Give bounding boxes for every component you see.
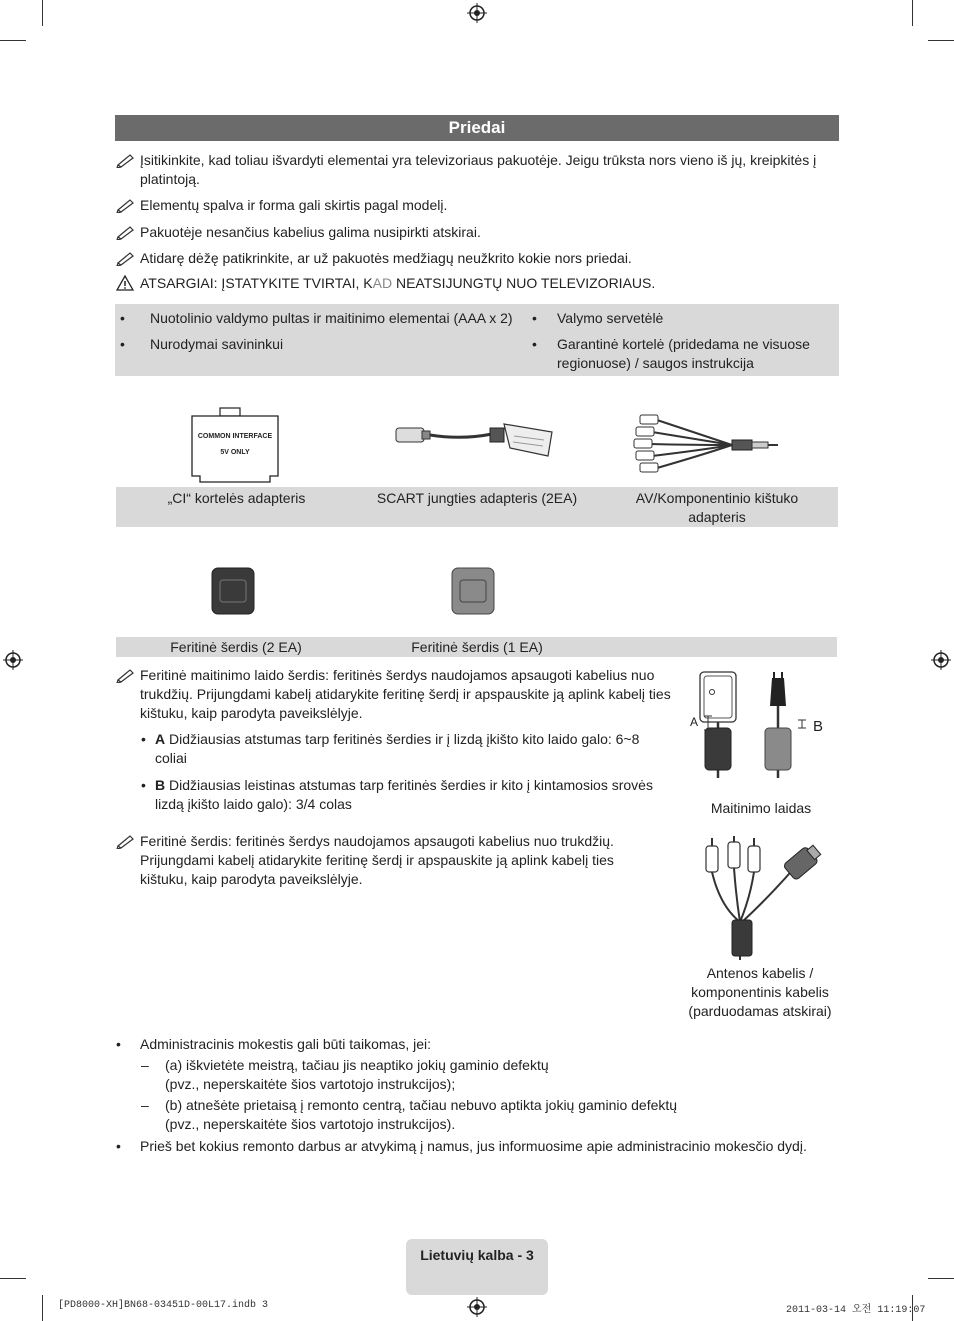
crop-mark xyxy=(42,0,43,26)
antenna-component-cable-illustration xyxy=(700,836,824,962)
pencil-note-icon xyxy=(116,197,136,213)
note-text: Atidarę dėžę patikrinkite, ar už pakuotės medžiagų neužkrito kokie nors priedai. xyxy=(140,250,632,266)
note-text: Pakuotėje nesančius kabelius galima nusipirkti atskirai. xyxy=(140,224,481,240)
page-number-tab: Lietuvių kalba - 3 xyxy=(406,1239,548,1295)
registration-mark-icon xyxy=(467,1297,487,1317)
pencil-note-icon xyxy=(116,224,136,240)
footer-file-info: [PD8000-XH]BN68-03451D-00L17.indb 3 xyxy=(58,1300,269,1311)
ferrite-power-note: Feritinė maitinimo laido šerdis: feritinės šerdys naudojamos apsaugoti kabelius nuo trukdžių. Prijungdami kabelį atidarykite feritinę šerdį ir apspauskite ją aplink kabelį ties kištuku, kaip parodyta paveikslėlyje. xyxy=(116,666,682,723)
ferrite-core-dark-illustration xyxy=(210,566,256,616)
note-cables xyxy=(116,223,840,242)
list-item: • Administracinis mokestis gali būti taikomas, jei: xyxy=(116,1036,431,1052)
distance-item-b: • B Didžiausias leistinas atstumas tarp feritinės šerdies ir kito į kintamosios srovės lizdą įkišto laido galo): 3/4 colas xyxy=(141,777,653,812)
caption-scart-adapter: SCART jungties adapteris (2EA) xyxy=(376,490,578,506)
caution-text: ATSARGIAI: ĮSTATYKITE TVIRTAI, K xyxy=(140,275,373,291)
note-check-box xyxy=(116,249,840,268)
caption-antenna-cable: Antenos kabelis / komponentinis kabelis (parduodamas atskirai) xyxy=(688,965,832,1019)
label-b: B xyxy=(813,718,824,735)
list-item: – (b) atnešėte prietaisą į remonto centrą, tačiau nebuvo aptikta jokių gaminio defektų (pvz., neperskaitėte šios vartotojo instrukcijos). xyxy=(141,1097,678,1132)
caption-ferrite-1ea: Feritinė šerdis (1 EA) xyxy=(411,639,543,655)
note-text: Įsitikinkite, kad toliau išvardyti elementai yra televizoriaus pakuotėje. Jeigu trūksta nors vieno iš jų, kreipkitės į platintoją. xyxy=(140,152,817,187)
ci-card-adapter-illustration xyxy=(190,406,280,484)
crop-mark xyxy=(912,0,913,26)
note-contents xyxy=(116,151,840,189)
footer-timestamp: 2011-03-14 오전 11:19:07 xyxy=(786,1305,926,1316)
av-component-adapter-illustration xyxy=(632,410,782,480)
crop-mark xyxy=(928,40,954,41)
caption-power-cord: Maitinimo laidas xyxy=(710,800,812,816)
ci-card-label: 5V ONLY xyxy=(220,449,250,456)
warning-triangle-icon xyxy=(116,275,134,291)
pencil-note-icon xyxy=(116,152,136,168)
note-text: Elementų spalva ir forma gali skirtis pagal modelį. xyxy=(140,197,448,213)
crop-mark xyxy=(42,1295,43,1321)
caution-line xyxy=(116,274,655,293)
ci-card-label: COMMON INTERFACE xyxy=(197,433,273,440)
crop-mark xyxy=(0,1278,26,1279)
ferrite-core-note: Feritinė šerdis: feritinės šerdys naudojamos apsaugoti kabelius nuo trukdžių. Prijungdami kabelį atidarykite feritinę šerdį ir apspauskite ją aplink kabelį ties kištuku, kaip parodyta paveikslėlyje. xyxy=(116,832,656,889)
list-item: • Nurodymai savininkui xyxy=(120,336,284,352)
caption-av-adapter: AV/Komponentinio kištuko adapteris xyxy=(635,490,799,525)
list-item: • Garantinė kortelė (pridedama ne visuose regionuose) / saugos instrukcija xyxy=(532,336,810,371)
pencil-note-icon xyxy=(116,250,136,266)
scart-adapter-illustration xyxy=(392,418,554,468)
list-item: • Nuotolinio valdymo pultas ir maitinimo elementai (AAA x 2) xyxy=(120,310,513,326)
pencil-note-icon xyxy=(116,833,136,849)
registration-mark-icon xyxy=(3,650,23,670)
power-cord-ferrite-illustration xyxy=(688,668,830,784)
ferrite-core-gray-illustration xyxy=(450,566,496,616)
label-a: A xyxy=(690,715,699,729)
caption-ferrite-2ea: Feritinė šerdis (2 EA) xyxy=(170,639,302,655)
pencil-note-icon xyxy=(116,667,136,683)
registration-mark-icon xyxy=(931,650,951,670)
caption-ci-adapter: „CI“ kortelės adapteris xyxy=(167,490,306,506)
note-color xyxy=(116,196,840,215)
list-item: • Prieš bet kokius remonto darbus ar atvykimą į namus, jus informuosime apie administracinio mokesčio dydį. xyxy=(116,1138,807,1154)
list-item: • Valymo servetėlė xyxy=(532,310,664,326)
registration-mark-icon xyxy=(467,3,487,23)
section-title: Priedai xyxy=(115,115,839,141)
caution-text: NEATSIJUNGTŲ NUO TELEVIZORIAUS. xyxy=(392,275,656,291)
crop-mark xyxy=(0,40,26,41)
distance-item-a: • A Didžiausias atstumas tarp feritinės šerdies ir į lizdą įkišto kito laido galo: 6~8 coliai xyxy=(141,731,640,766)
list-item: – (a) iškvietėte meistrą, tačiau jis neaptiko jokių gaminio defektų (pvz., neperskaitėte šios vartotojo instrukcijos); xyxy=(141,1057,549,1092)
crop-mark xyxy=(928,1278,954,1279)
caution-text-highlight: AD xyxy=(372,275,393,291)
